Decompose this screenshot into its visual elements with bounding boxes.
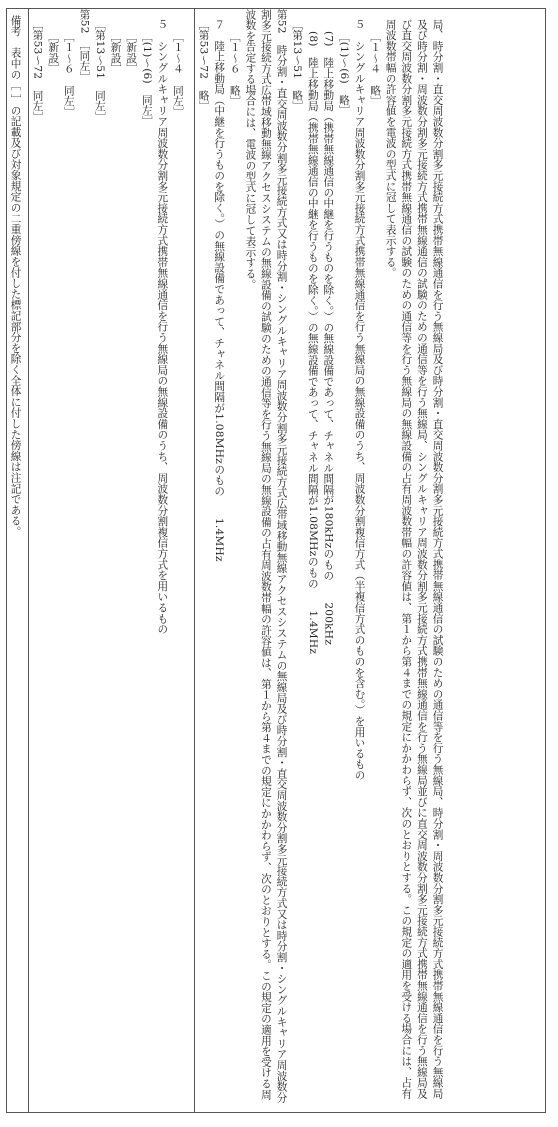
- orig-omitted-53-72: ［第53～72 同左］: [31, 19, 44, 123]
- orig-article-52: 第52 ［同左］: [78, 9, 91, 83]
- paragraph-omitted-1-4: ［１～４ 略］: [369, 31, 382, 107]
- note-divider: [28, 9, 29, 1112]
- revised-text-column: [195, 9, 546, 1109]
- orig-item-5: ５ シングルキャリア周波数分割多元接続方式携帯無線通信を行う無線局の無線設備のうち、周波数分割複信方式を用いるもの: [156, 19, 169, 635]
- orig-new-3: ［新設］: [47, 31, 60, 75]
- orig-omitted-1-4: ［１～４ 同左］: [171, 31, 184, 118]
- column-divider: [194, 9, 195, 1112]
- paragraph-omitted-1-6b: ［１～６ 略］: [228, 31, 241, 107]
- paragraph-item-7: (7) 陸上移動局（携帯無線通信の中継を行うものを除く。）の無線設備であって、チャネル間隔が180kHzのもの 200kHz: [322, 31, 335, 646]
- paragraph-omitted-1-6: ［(1)～(6) 略］: [337, 31, 350, 117]
- note-column: [7, 9, 28, 1109]
- note-label: 備考: [9, 15, 22, 37]
- orig-omitted-13-51: ［第13～51 同左］: [93, 19, 106, 123]
- orig-new-1: ［新設］: [125, 31, 138, 75]
- original-text-column: [29, 9, 194, 1109]
- paragraph-omitted-53-72: ［第53～72 略］: [197, 19, 210, 112]
- paragraph-item-5: ５ シングルキャリア周波数分割多元接続方式携帯無線通信を行う無線局の無線設備のうち、周波数分割複信方式（半複信方式のものを含む。）を用いるもの: [353, 19, 366, 781]
- note-line: [7, 15, 23, 1109]
- orig-omitted-1-6: ［(1)～(6) 同左］: [140, 31, 153, 128]
- paragraph-omitted-13-51: ［第13～51 略］: [291, 19, 304, 112]
- paragraph-intro: 局、時分割・直交周波数分割多元接続方式携帯無線通信を行う無線局及び時分割・直交周波数分割多元接続方式携帯無線通信の試験のための通信等を行う無線局、時分割・周波数分割多元接続方式携帯無線通信を行う無線局及び時分割・周波数分割多元接続方式携帯無線通信の試験のための通信等を行う無線局、シングルキャリア周波数分割多元接続方式携帯無線通信を行う無線局並びに直交周波数分割多元接続方式携帯無線通信を行う無線局及び直交周波数分割多元接続方式携帯無線通信の試験のための通信等を行う無線局の無線設備の占有周波数帯幅の許容値は、第１から第４までの規定にかかわらず、次のとおりとする。この規定の適用を受ける場合には、占有周波数帯幅の許容値を電波の型式に冠して表示する。: [384, 19, 444, 1099]
- paragraph-item-7b: ７ 陸上移動局（中継を行うものを除く。）の無線設備であって、チャネル間隔が1.08MHzのもの 1.4MHz: [213, 19, 226, 562]
- document-frame: [6, 8, 546, 1113]
- orig-omitted-1-6b: ［１～６ 同左］: [62, 31, 75, 118]
- paragraph-article-52: 第52 時分割・直交周波数分割多元接続方式又は時分割・シングルキャリア周波数分割多元接続方式広帯域移動無線アクセスシステムの無線局及び時分割・直交周波数分割多元接続方式又は時分割・シングルキャリア周波数分割多元接続方式広帯域移動無線アクセスシステムの無線設備の試験のための通信等を行う無線局の無線設備の占有周波数帯幅の許容値は、第１から第４までの規定にかかわらず、次のとおりとする。この規定の適用を受ける周波数を告定する場合には、電波の型式に冠して表示する。: [244, 9, 288, 1103]
- note-text: 表中の［ ］の記載及び対象規定の二重傍線を付した標記部分を除く全体に付した傍線は注記である。: [9, 47, 22, 537]
- paragraph-item-8: (8) 陸上移動局（携帯無線通信の中継を行うものを除く。）の無線設備であって、チャネル間隔が1.08MHzのもの 1.4MHz: [306, 31, 319, 655]
- orig-new-2: ［新設］: [109, 31, 122, 75]
